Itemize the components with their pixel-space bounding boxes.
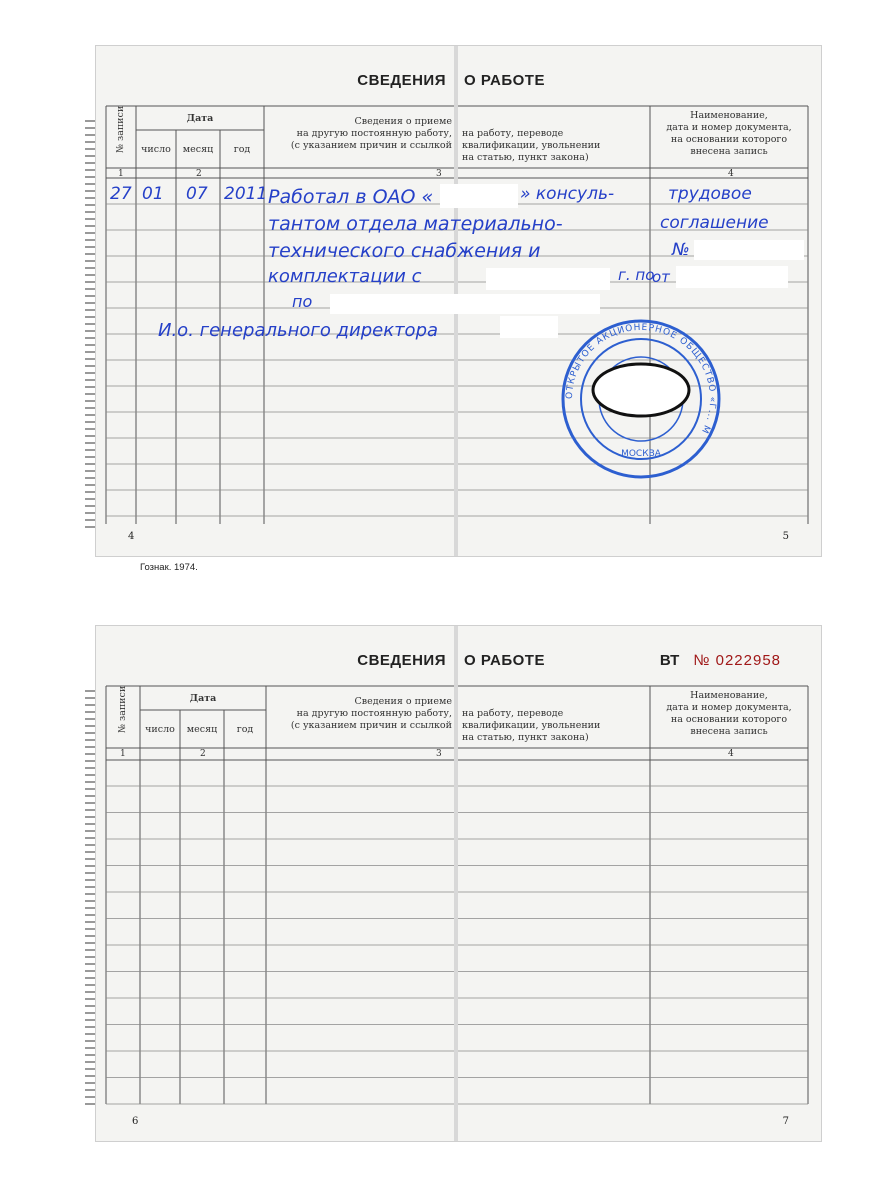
col-header-year: год [233,144,251,155]
entry-line-1: Работал в ОАО « [268,186,434,208]
page-number: 5 [782,531,789,542]
page-right-7 [458,626,821,1141]
col-header-month: месяц [186,724,218,735]
entry-doc-2: соглашение [660,213,769,233]
entry-line-4: комплектации с [268,266,422,287]
page-left-6 [96,626,454,1141]
col-number-4: 4 [728,169,734,179]
redaction [486,268,610,290]
page-number: 7 [782,1116,789,1127]
col-header-date: Дата [189,693,217,704]
col-header-year: год [236,724,254,735]
entry-line-5: по [292,292,313,311]
entry-signature-line: И.о. генерального директора [158,320,439,341]
col-number-3: 3 [436,169,442,179]
col-number-4: 4 [728,749,734,759]
col-header-day: число [141,144,171,155]
col-number-1: 1 [120,749,126,759]
header-right-title: О РАБОТЕ [464,652,545,669]
company-seal [560,318,722,480]
entry-month: 01 [142,184,164,204]
col-number-2: 2 [200,749,206,759]
col-header-info-right: на работу, переводе квалификации, увольнении на статью, пункт закона) [462,708,601,743]
col-header-document: Наименование, дата и номер документа, на основании которого внесена запись [666,690,792,737]
redaction [676,266,788,288]
redaction [500,316,558,338]
entry-line-2: тантом отдела материально- [268,213,563,235]
seal-city: МОСКВА [621,449,661,459]
entry-month-2: 07 [186,184,208,204]
printer-imprint: Гознак. 1974. [140,562,198,573]
series-label: ВТ [659,652,680,669]
entry-year: 2011 [224,184,268,204]
col-header-month: месяц [182,144,214,155]
redaction [694,240,804,260]
page-number: 6 [132,1116,139,1127]
entry-day: 27 [110,184,132,204]
entry-line-3: технического снабжения и [268,240,541,262]
bottom-spread [95,625,822,1142]
col-header-info-right: на работу, переводе квалификации, увольнении на статью, пункт закона) [462,128,601,163]
col-header-date: Дата [186,113,214,124]
col-number-3: 3 [436,749,442,759]
redaction [330,294,600,314]
col-number-2: 2 [196,169,202,179]
redaction [440,184,518,208]
entry-doc-3: № [672,240,690,260]
entry-doc-4: от [652,268,670,286]
col-header-document: Наименование, дата и номер документа, на основании которого внесена запись [666,110,792,157]
document-number: № 0222958 [693,652,781,669]
col-header-no: № записи [115,105,126,153]
entry-line-1b: » консуль- [520,184,615,204]
header-left-title: СВЕДЕНИЯ [357,72,446,89]
seal-text: ОТКРЫТОЕ АКЦИОНЕРНОЕ ОБЩЕСТВО «Г... М [564,322,718,436]
col-header-info-left: Сведения о приеме на другую постоянную работу, (с указанием причин и ссылкой [290,116,452,151]
header-left-title: СВЕДЕНИЯ [357,652,446,669]
page-edge [85,690,95,1110]
page-edge [85,120,95,530]
header-right-title: О РАБОТЕ [464,72,545,89]
page-number: 4 [128,531,135,542]
col-header-no: № записи [117,685,128,733]
col-header-info-left: Сведения о приеме на другую постоянную работу, (с указанием причин и ссылкой [290,696,452,731]
col-header-day: число [145,724,175,735]
col-number-1: 1 [118,169,124,179]
entry-doc-1: трудовое [668,184,752,204]
entry-line-4b: г. по [618,266,655,284]
